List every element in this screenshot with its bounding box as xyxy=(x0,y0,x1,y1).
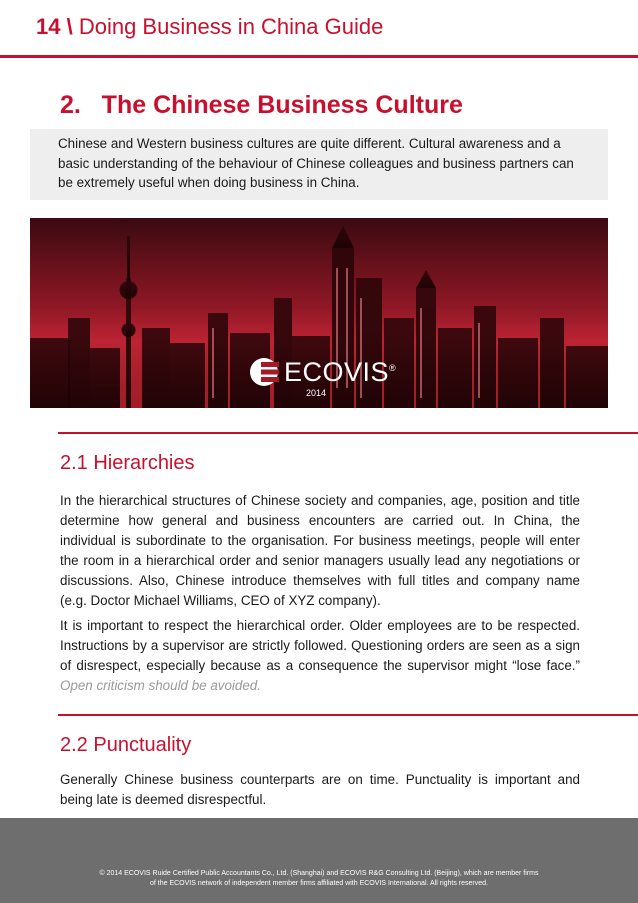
header-divider xyxy=(0,55,638,58)
ecovis-logo xyxy=(248,353,398,403)
hierarchies-paragraph-2 xyxy=(60,616,580,696)
footer-copyright xyxy=(0,869,638,889)
section-divider-punctuality xyxy=(58,714,638,716)
ecovis-logo-icon xyxy=(248,356,280,388)
header-title xyxy=(36,14,383,40)
section-divider-hierarchies xyxy=(58,432,638,434)
punctuality-paragraph: Generally Chinese business counterparts are on time. Punctuality is important and being late is deemed disrespectful. xyxy=(60,772,580,807)
page-header xyxy=(0,0,638,60)
hierarchies-paragraph-2-text: It is important to respect the hierarchical order. Older employees are to be respected. Instructions by a supervisor are strictly followed. Questioning orders are seen as a sign of disrespect, especially because as a consequence the supervisor might “lose face.” xyxy=(60,618,580,673)
intro-text: Chinese and Western business cultures are quite different. Cultural awareness and a basic understanding of the behaviour of Chinese colleagues and business partners can be extremely useful when doing business in China. xyxy=(58,136,574,190)
section-title-punctuality: 2.2 Punctuality xyxy=(60,734,192,756)
guide-title: Doing Business in China Guide xyxy=(78,14,384,39)
highlight-quote: Open criticism should be avoided. xyxy=(60,678,261,693)
section-title-hierarchies: 2.1 Hierarchies xyxy=(60,452,195,474)
logo-name: ECOVIS xyxy=(284,357,390,387)
registered-mark: ® xyxy=(389,363,397,373)
logo-year: 2014 xyxy=(306,388,327,398)
footer-line-1: © 2014 ECOVIS Ruide Certified Public Accountants Co., Ltd. (Shanghai) and ECOVIS R&G Consulting Ltd. (Beijing), which are member firms xyxy=(99,870,539,877)
chapter-title: 2. The Chinese Business Culture xyxy=(60,91,463,119)
page-number: 14 \ xyxy=(36,14,73,39)
intro-box xyxy=(30,129,608,200)
page-footer xyxy=(0,818,638,903)
hierarchies-paragraph-1: In the hierarchical structures of Chinese society and companies, age, position and title determine how general and business encounters are carried out. In China, the individual is subordinate to the organisation. For business meetings, people will enter the room in a hierarchical order and senior managers usually lead any negotiations or discussions. Also, Chinese introduce themselves with full titles and company name (e.g. Doctor Michael Williams, CEO of XYZ company). xyxy=(60,493,580,608)
footer-line-2: of the ECOVIS network of independent member firms affiliated with ECOVIS International. All rights reserved. xyxy=(150,880,488,887)
ecovis-wordmark xyxy=(284,357,396,388)
